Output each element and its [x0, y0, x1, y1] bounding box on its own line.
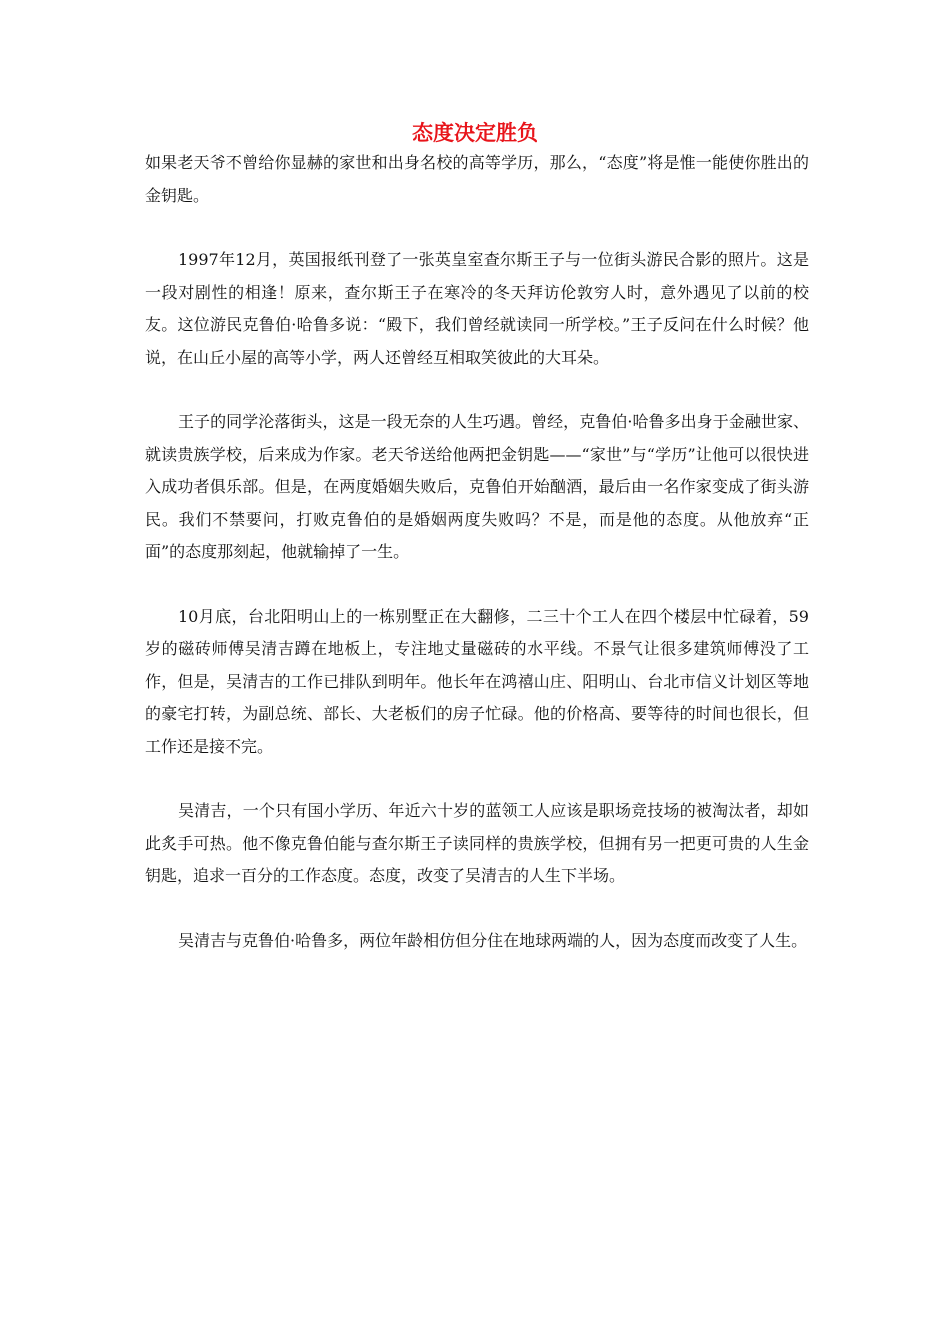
paragraph-conclusion: 吴清吉与克鲁伯·哈鲁多，两位年龄相仿但分住在地球两端的人，因为态度而改变了人生。	[178, 930, 808, 950]
document-body	[145, 147, 809, 989]
paragraph-tile-master: 10月底，台北阳明山上的一栋别墅正在大翻修，二三十个工人在四个楼层中忙碌着，59岁的磁砖师傅吴清吉蹲在地板上，专注地丈量磁砖的水平线。不景气让很多建筑师傅没了工作，但是，吴清吉的工作已排队到明年。他长年在鸿禧山庄、阳明山、台北市信义计划区等地的豪宅打转，为副总统、部长、大老板们的房子忙碌。他的价格高、要等待的时间也很长，但工作还是接不完。	[145, 606, 809, 756]
paragraph-prince-meeting: 1997年12月，英国报纸刊登了一张英皇室查尔斯王子与一位街头游民合影的照片。这是一段对剧性的相逢！原来，查尔斯王子在寒冷的冬天拜访伦敦穷人时，意外遇见了以前的校友。这位游民克鲁伯·哈鲁多说：“殿下，我们曾经就读同一所学校。”王子反问在什么时候？他说，在山丘小屋的高等小学，两人还曾经互相取笑彼此的大耳朵。	[145, 250, 809, 367]
paragraph-intro: 如果老天爷不曾给你显赫的家世和出身名校的高等学历，那么，“态度”将是惟一能使你胜出的金钥匙。	[145, 153, 809, 205]
document-title: 态度决定胜负	[412, 121, 538, 145]
paragraph-classmate-fall: 王子的同学沦落街头，这是一段无奈的人生巧遇。曾经，克鲁伯·哈鲁多出身于金融世家、就读贵族学校，后来成为作家。老天爷送给他两把金钥匙——“家世”与“学历”让他可以很快进入成功者俱乐部。但是，在两度婚姻失败后，克鲁伯开始酗酒，最后由一名作家变成了街头游民。我们不禁要问，打败克鲁伯的是婚姻两度失败吗？不是，而是他的态度。从他放弃“正面”的态度那刻起，他就输掉了一生。	[145, 412, 809, 561]
paragraph-attitude-key: 吴清吉，一个只有国小学历、年近六十岁的蓝领工人应该是职场竞技场的被淘汰者，却如此炙手可热。他不像克鲁伯能与查尔斯王子读同样的贵族学校，但拥有另一把更可贵的人生金钥匙，追求一百分的工作态度。态度，改变了吴清吉的人生下半场。	[145, 801, 809, 885]
